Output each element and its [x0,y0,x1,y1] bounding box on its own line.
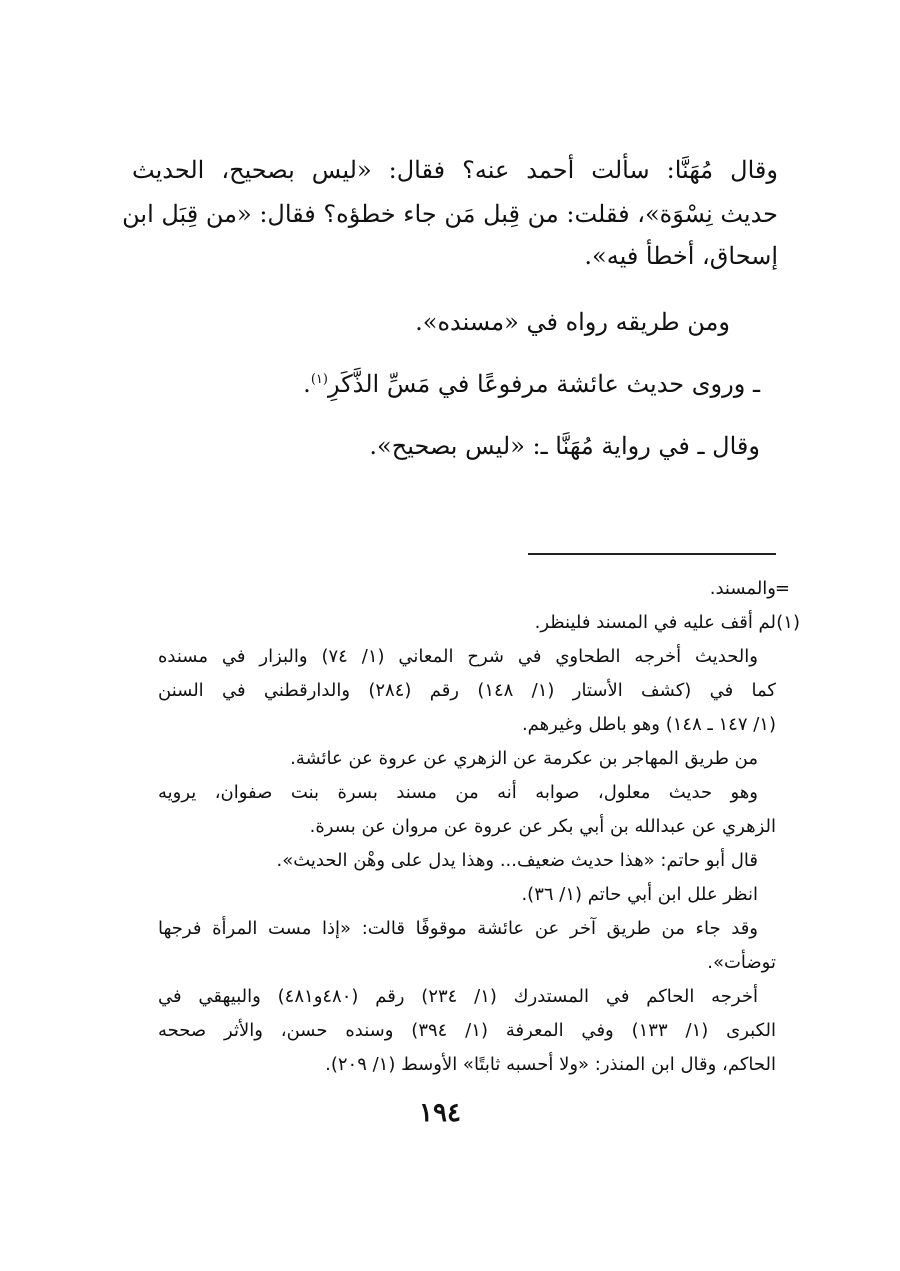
main-line-5 [303,370,760,398]
footnote-line-2: والحديث أخرجه الطحاوي في شرح المعاني (١/ ٧٤) والبزار في مسنده [158,646,758,667]
footnote-line-9: انظر علل ابن أبي حاتم (١/ ٣٦). [521,884,758,905]
main-line-6: وقال ـ في رواية مُهَنَّا ـ: «ليس بصحيح». [369,432,760,460]
footnote-line-7: الزهري عن عبدالله بن أبي بكر عن عروة عن مروان عن بسرة. [309,816,776,837]
main-line-5-end: . [303,370,311,398]
main-line-4: ومن طريقه رواه في «مسنده». [415,308,730,336]
footnote-line-13: الكبرى (١/ ١٣٣) وفي المعرفة (١/ ٣٩٤) وسنده حسن، والأثر صححه [158,1020,777,1041]
footnote-line-5: من طريق المهاجر بن عكرمة عن الزهري عن عروة عن عائشة. [290,748,758,769]
footnote-line-6: وهو حديث معلول، صوابه أنه من مسند بسرة بنت صفوان، يرويه [158,782,758,803]
footnote-ref: (١) [310,372,328,387]
main-line-5-text: ـ وروى حديث عائشة مرفوعًا في مَسِّ الذَّكَرِ [327,370,760,398]
footnote-line-10: وقد جاء من طريق آخر عن عائشة موقوفًا قالت: «إذا مست المرأة فرجها [158,918,758,939]
footnote-line-14: الحاكم، وقال ابن المنذر: «ولا أحسبه ثابتًا» الأوسط (١/ ٢٠٩). [325,1054,776,1075]
footnote-number: (١) [776,612,800,633]
footnote-line-3: كما في (كشف الأستار (١/ ١٤٨) رقم (٢٨٤) والدارقطني في السنن [158,680,777,701]
footnote-line-8: قال أبو حاتم: «هذا حديث ضعيف... وهذا يدل على وهْن الحديث». [276,850,758,871]
continuation-marker: = [774,578,790,599]
footnote-separator [528,553,776,555]
continuation-text: والمسند. [709,578,776,599]
main-line-1: وقال مُهَنَّا: سألت أحمد عنه؟ فقال: «ليس بصحيح، الحديث [132,156,778,184]
page-number: ١٩٤ [419,1098,461,1128]
main-line-3: إسحاق، أخطأ فيه». [584,242,778,270]
footnote-line-1: لم أقف عليه في المسند فلينظر. [534,612,776,633]
footnote-line-12: أخرجه الحاكم في المستدرك (١/ ٢٣٤) رقم (٤٨٠و٤٨١) والبيهقي في [158,986,758,1007]
footnote-line-11: توضأت». [707,952,776,973]
main-line-2: حديث نِسْوَة»، فقلت: من قِبل مَن جاء خطؤه؟ فقال: «من قِبَل ابن [122,200,778,228]
footnote-line-4: (١/ ١٤٧ ـ ١٤٨) وهو باطل وغيرهم. [521,714,776,735]
